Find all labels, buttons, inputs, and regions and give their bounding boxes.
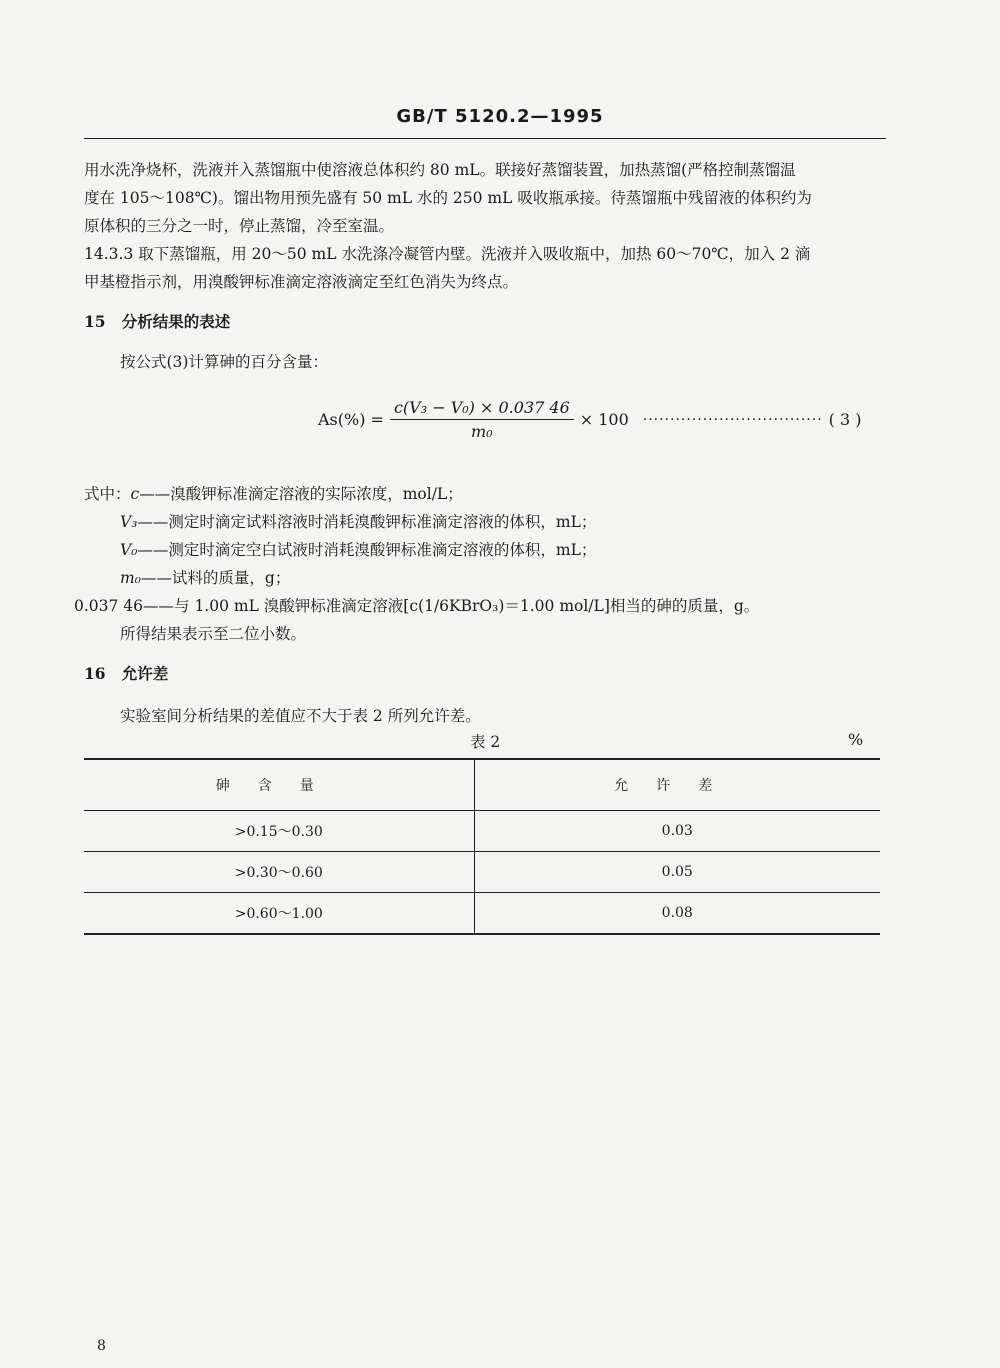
table-row — [84, 852, 880, 893]
formula-multiplier: × 100 — [579, 410, 629, 429]
symbol-m0: m₀ — [120, 569, 141, 587]
paragraph-line: 14.3.3 取下蒸馏瓶，用 20～50 mL 水洗涤冷凝管内壁。洗液并入吸收瓶中，加热 60～70℃，加入 2 滴 — [84, 245, 811, 263]
table-row — [84, 893, 880, 935]
table-cell: >0.60～1.00 — [84, 893, 474, 935]
formula-leader-dots: ································· — [642, 411, 823, 428]
table-2 — [84, 758, 880, 935]
definition-c — [84, 482, 463, 504]
standard-number-header: GB/T 5120.2—1995 — [396, 106, 604, 127]
paragraph-line: 甲基橙指示剂，用溴酸钾标准滴定溶液滴定至红色消失为终点。 — [84, 273, 519, 291]
definition-constant: 0.037 46——与 1.00 mL 溴酸钾标准滴定溶液[c(1/6KBrO₃)＝1.00 mol/L]相当的砷的质量，g。 — [74, 597, 760, 615]
section-number: 15 — [84, 312, 106, 331]
symbol-v0: V₀ — [120, 541, 138, 559]
formula-intro: 按公式(3)计算砷的百分含量： — [120, 353, 328, 371]
table-cell: 0.08 — [474, 893, 880, 935]
table-cell: >0.30～0.60 — [84, 852, 474, 893]
column-header-arsenic-content: 砷含量 — [84, 759, 474, 811]
symbol-c: c — [130, 485, 140, 503]
formula-fraction — [390, 398, 574, 441]
table-cell: >0.15～0.30 — [84, 811, 474, 852]
definition-text: ——测定时滴定空白试液时消耗溴酸钾标准滴定溶液的体积，mL； — [137, 541, 597, 559]
definition-m0 — [120, 566, 290, 588]
table-caption: 表 2 — [470, 733, 501, 751]
section-number: 16 — [84, 664, 106, 683]
header-rule — [84, 138, 886, 139]
paragraph-line: 原体积的三分之一时，停止蒸馏，冷至室温。 — [84, 217, 395, 235]
definition-text: ——试料的质量，g； — [140, 569, 291, 587]
definition-text: ——测定时滴定试料溶液时消耗溴酸钾标准滴定溶液的体积，mL； — [137, 513, 597, 531]
formula-3 — [318, 398, 861, 441]
result-precision-note: 所得结果表示至二位小数。 — [120, 625, 307, 643]
paragraph-line: 用水洗净烧杯，洗液并入蒸馏瓶中使溶液总体积约 80 mL。联接好蒸馏装置，加热蒸馏(严格控制蒸馏温 — [84, 161, 796, 179]
symbol-v3: V₃ — [120, 513, 138, 531]
table-cell: 0.05 — [474, 852, 880, 893]
definition-v0 — [120, 538, 596, 560]
column-header-tolerance: 允许差 — [474, 759, 880, 811]
table-unit: % — [848, 730, 864, 749]
definition-text: ——溴酸钾标准滴定溶液的实际浓度，mol/L； — [139, 485, 463, 503]
paragraph-line: 度在 105～108℃)。馏出物用预先盛有 50 mL 水的 250 mL 吸收瓶承接。待蒸馏瓶中残留液的体积约为 — [84, 189, 812, 207]
formula-label: ( 3 ) — [828, 410, 862, 429]
section-16-intro: 实验室间分析结果的差值应不大于表 2 所列允许差。 — [120, 707, 481, 725]
formula-numerator: c(V₃ − V₀) × 0.037 46 — [390, 398, 574, 420]
table-header-row — [84, 759, 880, 811]
definition-prefix: 式中： — [84, 485, 131, 503]
definition-v3 — [120, 510, 596, 532]
section-15-heading — [84, 310, 230, 332]
section-title: 分析结果的表述 — [121, 312, 231, 331]
section-16-heading — [84, 662, 168, 684]
formula-lhs: As(%) = — [318, 410, 384, 429]
section-title: 允许差 — [121, 664, 169, 683]
formula-denominator: m₀ — [471, 422, 493, 441]
page-number: 8 — [97, 1338, 106, 1354]
table-cell: 0.03 — [474, 811, 880, 852]
table-row — [84, 811, 880, 852]
